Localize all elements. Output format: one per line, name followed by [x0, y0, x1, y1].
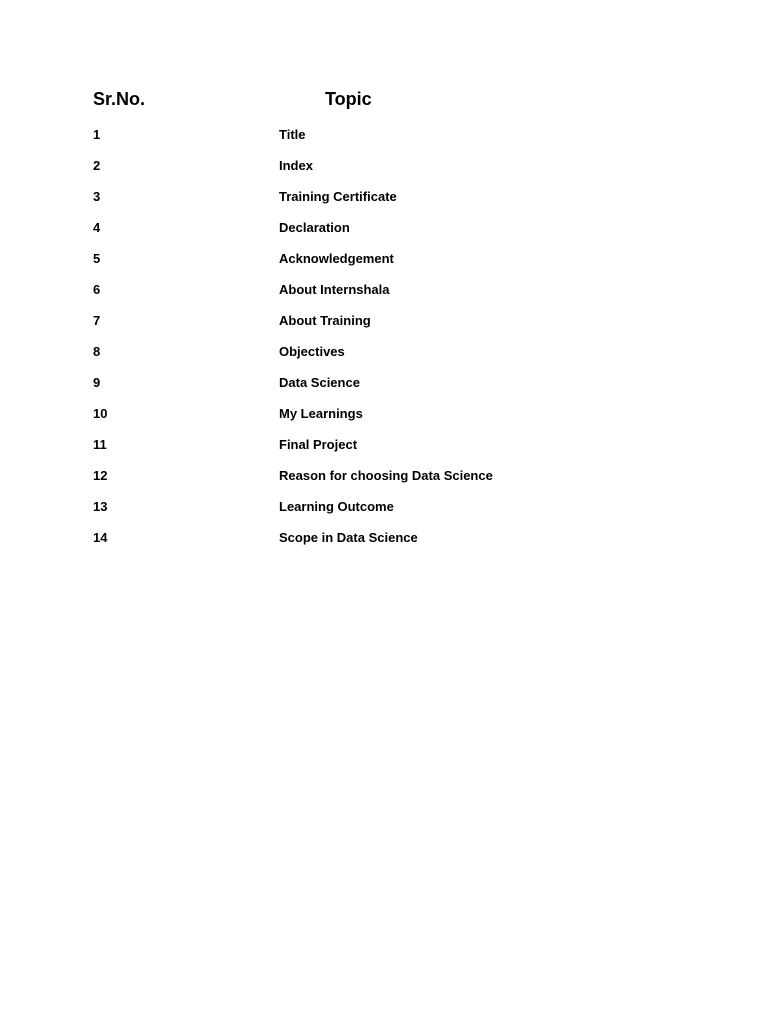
row-number: 7: [93, 313, 101, 328]
table-row: [0, 372, 768, 403]
row-topic: My Learnings: [279, 406, 363, 421]
header-topic: Topic: [325, 89, 372, 109]
header-srno: Sr.No.: [93, 89, 146, 109]
table-row: [0, 124, 768, 155]
table-row: [0, 217, 768, 248]
table-row: [0, 434, 768, 465]
row-number: 3: [93, 189, 101, 204]
table-row: [0, 403, 768, 434]
table-row: [0, 186, 768, 217]
table-row: [0, 465, 768, 496]
row-number: 13: [93, 499, 108, 514]
row-topic: Acknowledgement: [279, 251, 394, 266]
row-topic: Reason for choosing Data Science: [279, 468, 493, 483]
row-number: 6: [93, 282, 101, 297]
row-topic: Declaration: [279, 220, 350, 235]
row-number: 1: [93, 127, 101, 142]
row-topic: Learning Outcome: [279, 499, 394, 514]
row-topic: Index: [279, 158, 313, 173]
row-number: 10: [93, 406, 108, 421]
row-number: 4: [93, 220, 101, 235]
row-number: 14: [93, 530, 108, 545]
table-row: [0, 155, 768, 186]
row-topic: Scope in Data Science: [279, 530, 418, 545]
row-number: 2: [93, 158, 101, 173]
row-topic: About Internshala: [279, 282, 390, 297]
table-row: [0, 279, 768, 310]
row-number: 11: [93, 437, 107, 452]
row-topic: About Training: [279, 313, 371, 328]
table-row: [0, 310, 768, 341]
table-row: [0, 341, 768, 372]
row-number: 8: [93, 344, 101, 359]
row-number: 5: [93, 251, 101, 266]
row-topic: Training Certificate: [279, 189, 397, 204]
table-row: [0, 496, 768, 527]
row-number: 9: [93, 375, 101, 390]
row-topic: Objectives: [279, 344, 345, 359]
row-topic: Final Project: [279, 437, 358, 452]
row-topic: Title: [279, 127, 306, 142]
table-row: [0, 527, 768, 558]
index-table: [0, 124, 768, 558]
table-row: [0, 248, 768, 279]
row-number: 12: [93, 468, 108, 483]
row-topic: Data Science: [279, 375, 360, 390]
